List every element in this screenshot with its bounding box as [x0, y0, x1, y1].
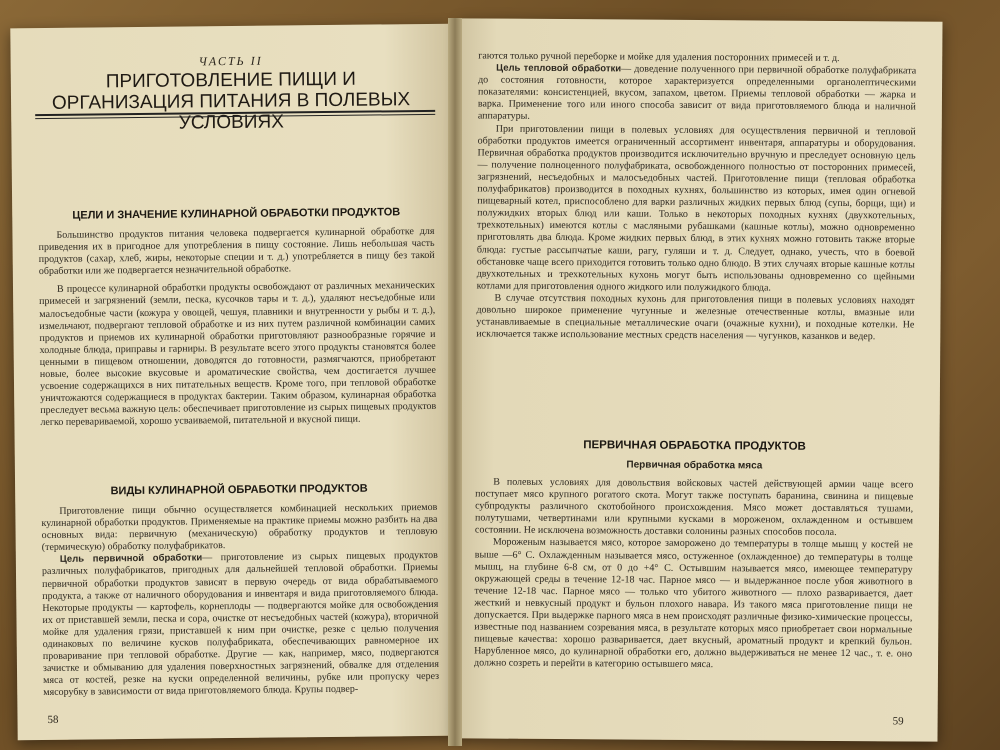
section-title-goals: ЦЕЛИ И ЗНАЧЕНИЕ КУЛИНАРНОЙ ОБРАБОТКИ ПРОДУКТОВ	[72, 206, 401, 222]
page-number-right: 59	[892, 715, 904, 728]
paragraph-text: гаются только ручной переборке и мойке для удаления посторонних примесей и т. д.	[478, 50, 840, 64]
term-heat-processing: Цель тепловой обработки	[496, 62, 622, 75]
paragraph	[38, 226, 436, 430]
paragraph-text: При приготовлении пищи в полевых условиях для осуществления первичной и тепловой обработки продуктов имеется ограниченный ассортимент инвентаря, аппаратуры и оборудования. Первичная обработка продуктов производится исключительно вручную и преследует основную цель — получение полноценного полуфабриката, освобожденного полностью от посторонних примесей, загрязнений, несъедобных и малосъедобных частей. Приготовление пищи (тепловая обработка полуфабрикатов) производится в походных кухнях, большинство из которых, имея один огневой пищеварный котел, приспособлено для варки различных жидких первых блюд (супы, борщи, щи) и полужидких вторых блюд или каши. Только в некоторых походных кухнях (двухкотельных, трехкотельных) имеются котлы с масляными рубашками (кашные котлы), можно одновременно приготовлять два блюда. Кроме жидких первых блюд, в этих кухнях можно готовить также вторые блюда: густые рассыпчатые каши, рагу, гуляши и т. д. Следует, однако, учесть, что в боевой обстановке чаще всего приходится готовить только одно блюдо. В этих случаях вторые кашные котлы двухкотельных и трехкотельных кухонь могут быть использованы одновременно со щейными котлами для приготовления одного жидкого или полужидкого блюда.	[476, 123, 916, 294]
term-primary-processing: Цель первичной обработки	[59, 552, 203, 566]
paragraph-text: — приготовление из сырых пищевых продуктов различных полуфабрикатов, пригодных для дальнейшей тепловой обработки. Приемы первичной обработки продуктов зависят в первую очередь от вида обрабатываемого продукта, а также от наличного оборудования и инвентаря и вида приготовляемого блюда. Некоторые продукты — картофель, корнеплоды — подвергаются мойке для освобождения их от приставшей земли, песка и сора, очистке от несъедобных частей (кожура), вторичной мойке для удаления грязи, приставшей к ним при очистке, резке с целью получения одинаковых по величине кусков полуфабриката, обеспечивающих равномерное их проваривание при тепловой обработке. Другие — как, например, мясо, подвергаются зачистке и обмыванию для удаления поверхностных загрязнений, обвалке для отделения мяса от костей, резке на куски определенной величины, рубке или пропуску через мясорубку в зависимости от вида приготовляемого блюда. Крупы подвер-	[41, 550, 440, 699]
subsection-title-meat: Первичная обработка мяса	[626, 459, 763, 472]
part-label: ЧАСТЬ II	[198, 53, 263, 69]
paragraph-text: — доведение полученного при первичной обработке полуфабриката до состояния готовности, которое характеризуется определенными органолептическими показателями: консистенцией, вкусом, запахом, цветом. Приемы тепловой обработки — жарка и варка. Применение того или иного способа зависит от вида приготовляемого блюда и наличной аппаратуры.	[477, 63, 917, 123]
paragraph	[41, 502, 439, 700]
paragraph-text: Большинство продуктов питания человека подвергается кулинарной обработке для приведения их в пригодное для употребления в пищу состояние. Лишь небольшая часть продуктов (сахар, хлеб, жиры, некоторые специи и т. д.) употребляется в пищу без такой обработки или же подвергается незначительной обработке.	[38, 225, 435, 278]
paragraph	[474, 476, 913, 673]
paragraph-text: В полевых условиях для довольствия войсковых частей действующей армии чаще всего поступает мясо крупного рогатого скота. Могут также поступать баранина, свинина и пищевые субпродукты различного скотобойного происхождения. Мясо может доставляться тушами, полутушами, четвертинами или крупными кусками в мороженом, охлажденном и остывшем состоянии. Не исключена возможность доставки солонины разных способов посола.	[474, 476, 914, 539]
left-page	[10, 24, 457, 741]
section-title-kinds: ВИДЫ КУЛИНАРНОЙ ОБРАБОТКИ ПРОДУКТОВ	[110, 482, 368, 498]
paragraph-text: Приготовление пищи обычно осуществляется комбинацией нескольких приемов кулинарной обработки продуктов. Применяемые на практике приемы можно разбить на два основных вида: первичную (механическую) обработку продуктов и тепловую (термическую) обработку полуфабрикатов.	[41, 501, 438, 554]
page-number-left: 58	[47, 713, 59, 726]
paragraph	[476, 50, 916, 343]
section-title-primary: ПЕРВИЧНАЯ ОБРАБОТКА ПРОДУКТОВ	[583, 439, 806, 453]
book-gutter	[448, 18, 462, 746]
paragraph-text: Мороженым называется мясо, которое заморожено до температуры в толще мышц у костей не выше —6° С. Охлажденным называется мясо, остуженное (охлажденное) до температуры в толще мышц, на глубине 6-8 см, от 0 до +4° С. Остывшим называется мясо, имеющее температуру окружающей среды в течение 12-18 час. Парное мясо — и выдержанное после убоя животного в течение 12-18 час. Парное мясо — только что убитого животного — плохо разваривается, дает жесткий и невкусный продукт и бульон плохого навара. Из такого мяса приготовление пищи не допускается. При выдержке парного мяса в нем происходят различные физико-химические процессы, известные под названием созревания мяса, в результате которых мясо приобретает свои нормальные пищевые качества: хорошо разваривается, дает вкусный, ароматный продукт и крепкий бульон. Нарубленное мясо, до кулинарной обработки его, должно выдерживаться не менее 12 час., т. е. оно должно созреть и перейти в категорию остывшего мяса.	[473, 537, 913, 671]
paragraph-text: В процессе кулинарной обработки продукты освобождают от различных механических примесей и загрязнений (земли, песка, кусочков тары и т. д.), удаляют несъедобные или малосъедобные части (кожура у овощей, чешуя, плавники и внутренности у рыбы и т. д.), измельчают, подвергают тепловой обработке и из них путем различной комбинации самих продуктов и приемов их кулинарной обработки приготовляют разнообразные горячие и холодные блюда, приправы и гарниры. В результате всего этого продукты становятся более ценными в пищевом отношении, доводятся до готовности, размягчаются, приобретают новые, более высокие вкусовые и ароматические свойства, чем достигается лучшее усвоение содержащихся в них питательных веществ. Кроме того, при тепловой обработке уничтожаются содержащиеся в продуктах бактерии. Таким образом, кулинарная обработка преследует весьма важную цель: обеспечивает приготовление из сырых пищевых продуктов легко перевариваемой, хорошо усваиваемой, питательной и вкусной пищи.	[39, 280, 437, 429]
right-page	[453, 18, 942, 741]
chapter-title: ПРИГОТОВЛЕНИЕ ПИЩИ И ОРГАНИЗАЦИЯ ПИТАНИЯ В ПОЛЕВЫХ УСЛОВИЯХ	[51, 68, 411, 134]
paragraph-text: В случае отсутствия походных кухонь для приготовления пищи в полевых условиях находят довольно широкое применение чугунные и железные отечественные котлы, вмазные или устанавливаемые в специальные металлические очаги (очажные кухни), и походные котелки. Не исключается также использование местных средств населения — чугунков, казанков и ведер.	[476, 292, 915, 343]
